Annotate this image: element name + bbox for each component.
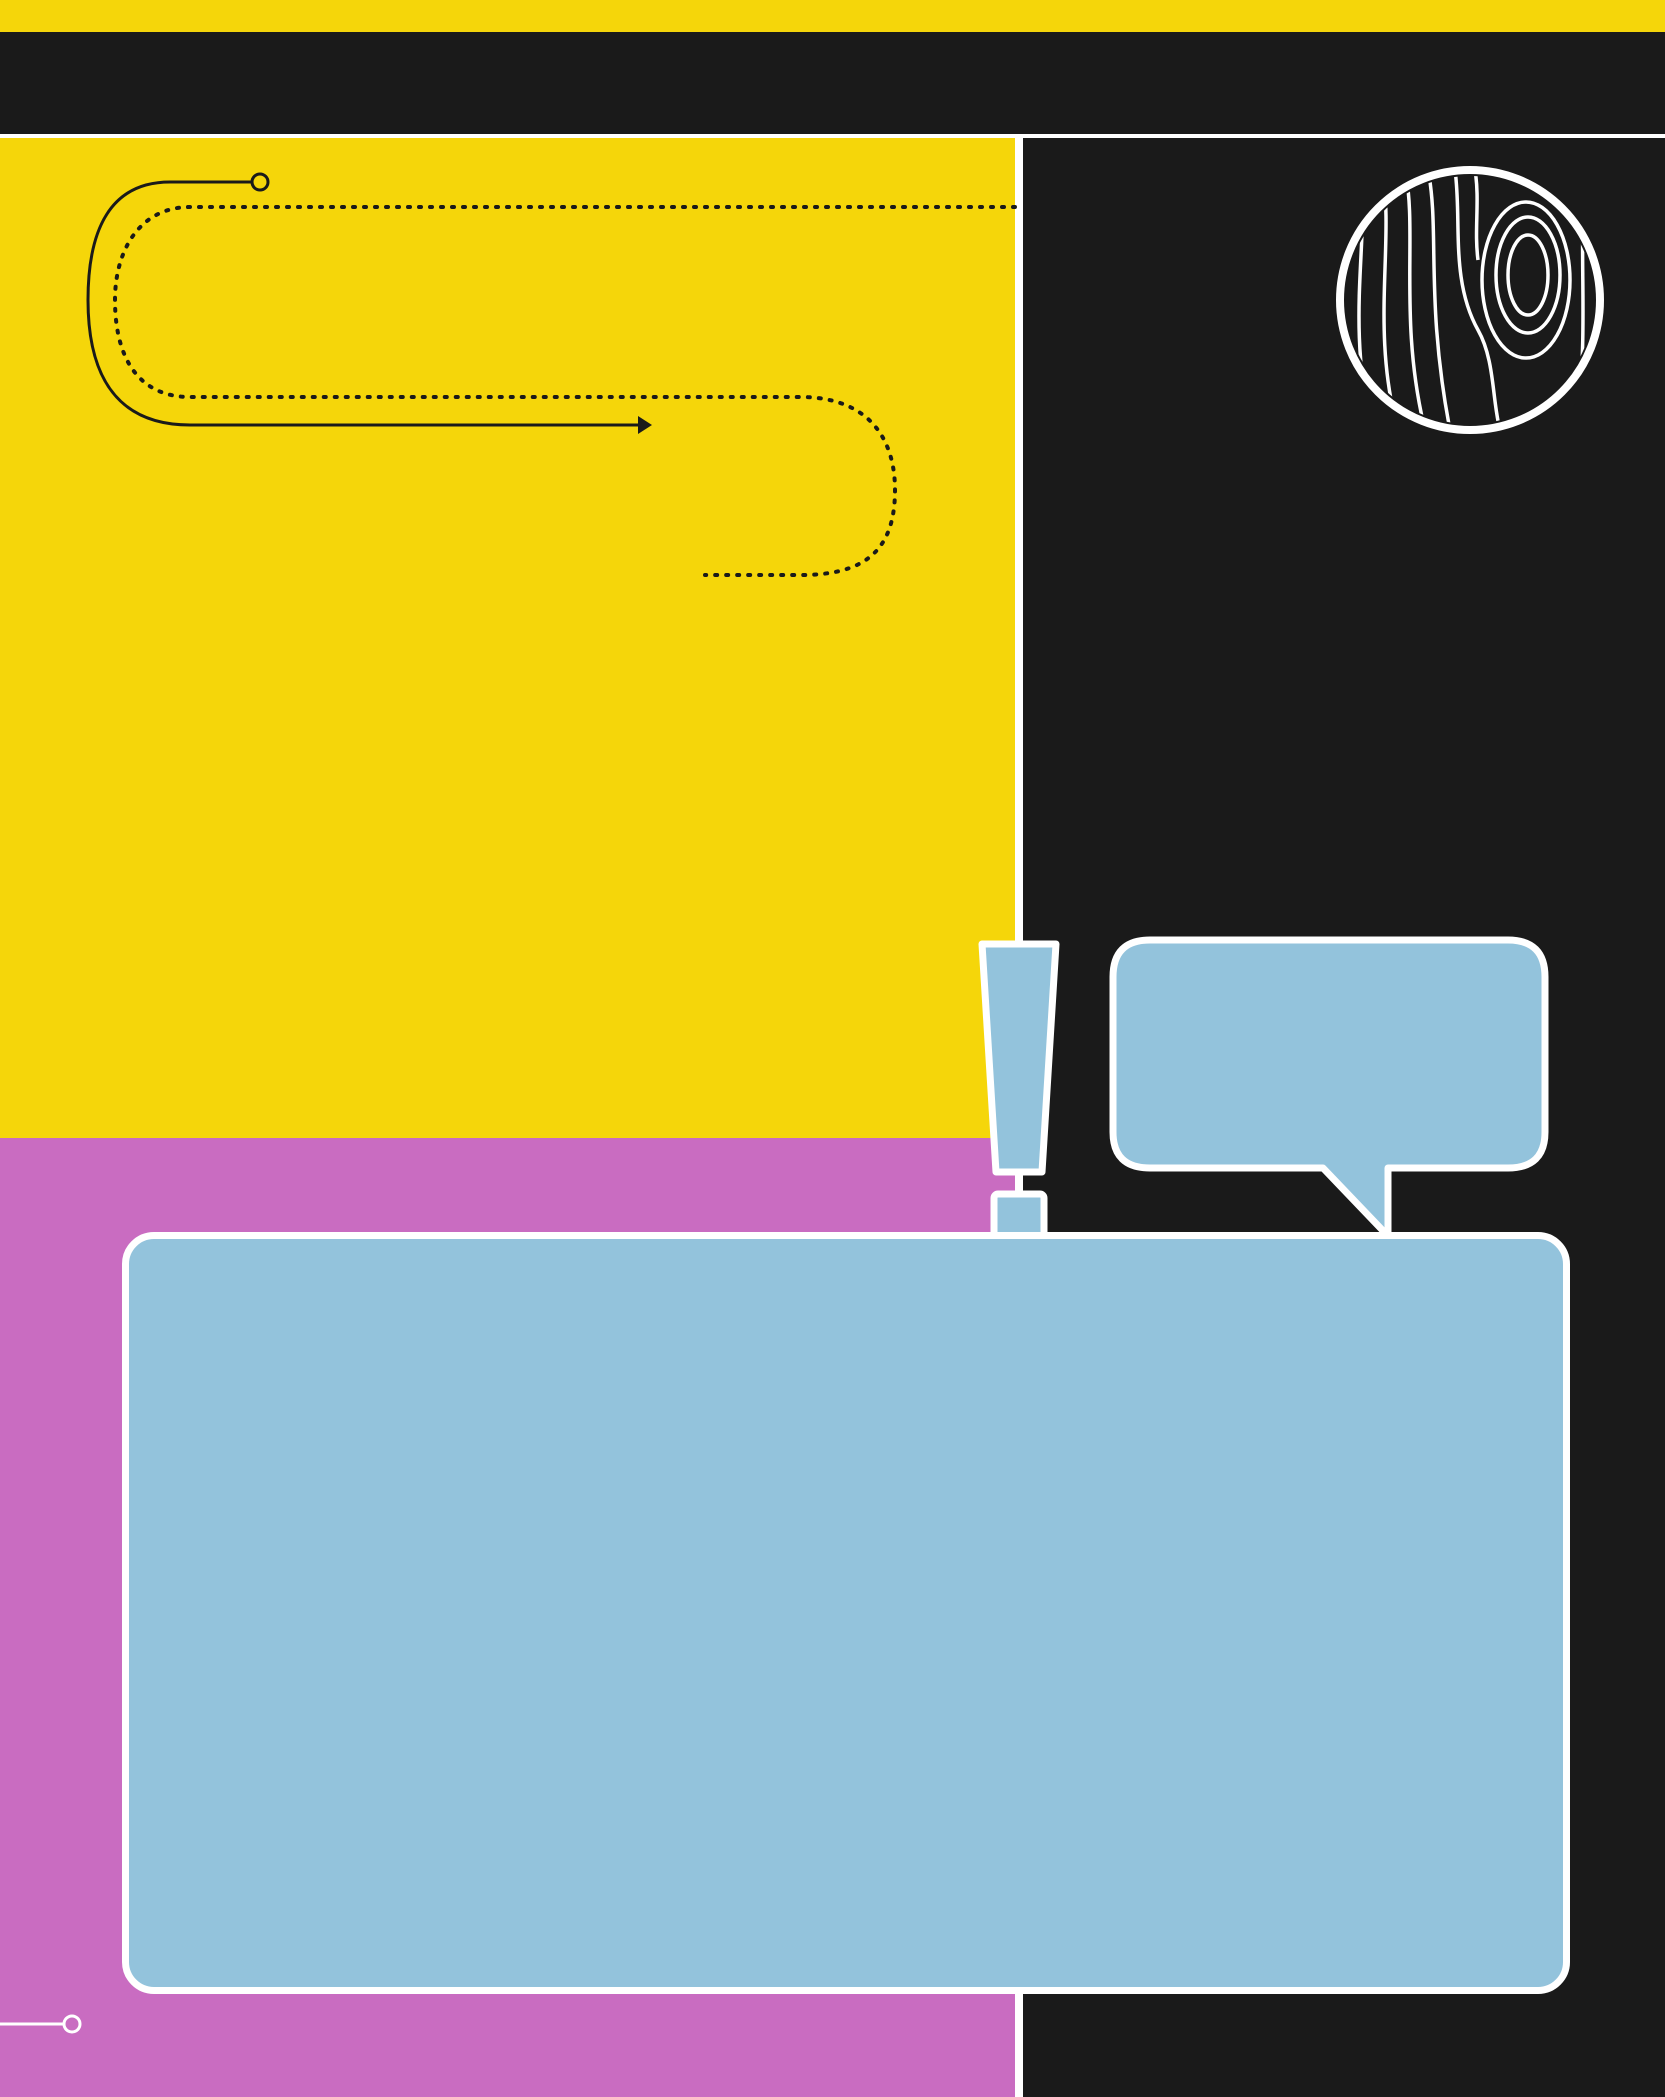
science-talk-box: [122, 1232, 1570, 1994]
wood-grain-icon: [1340, 170, 1600, 430]
speech-bubble: [1113, 940, 1545, 1236]
exclamation-icon: [982, 944, 1056, 1238]
